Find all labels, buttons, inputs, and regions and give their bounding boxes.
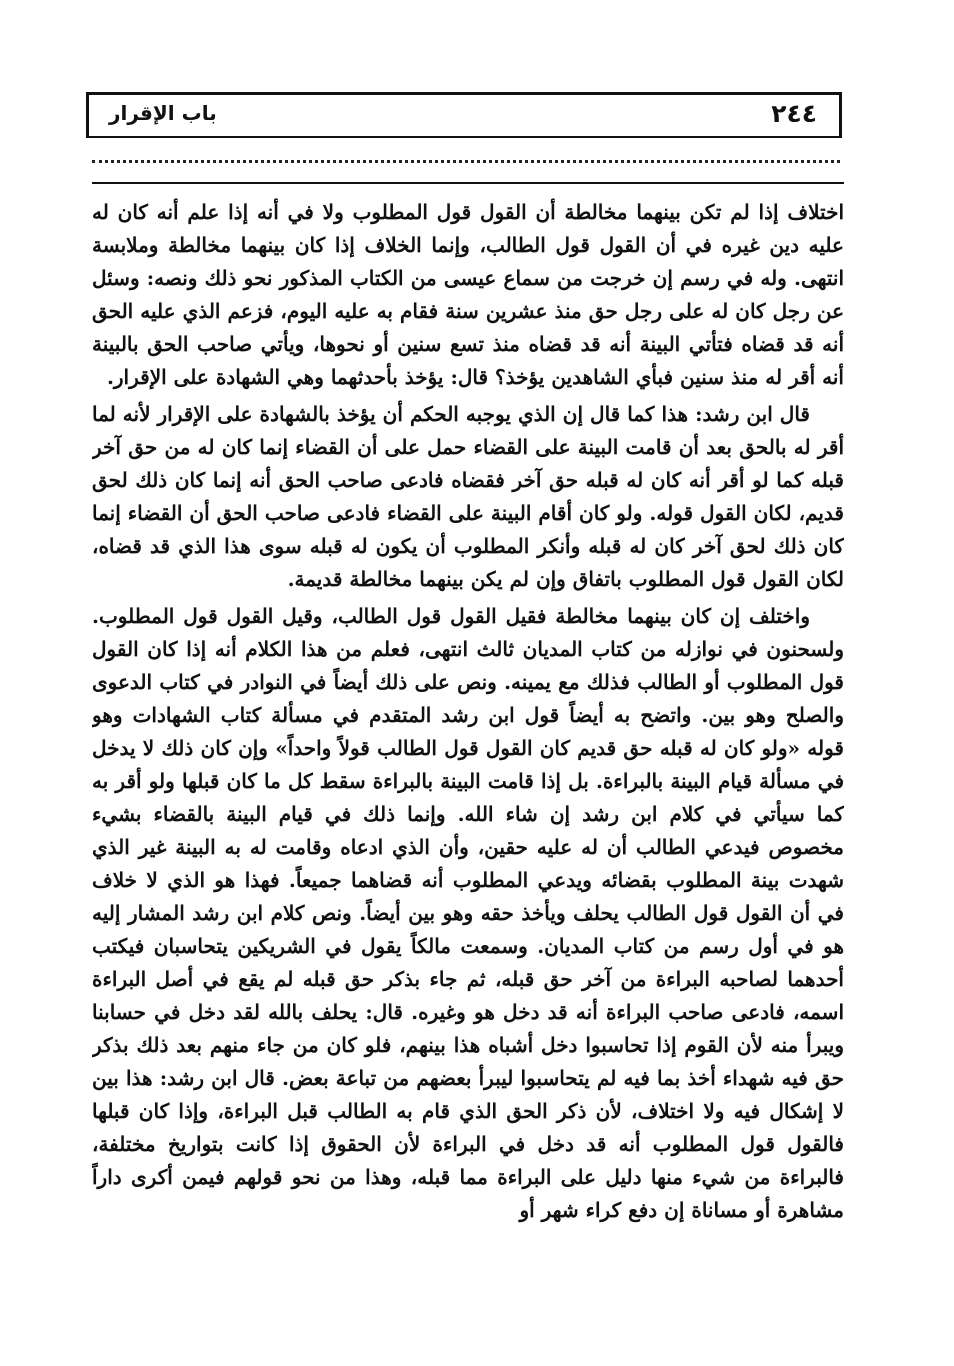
paragraph-2: قال ابن رشد: هذا كما قال إن الذي يوجبه الحكم أن يؤخذ بالشهادة على الإقرار لأنه لما أقر له بالحق بعد أن قامت البينة على القضاء حمل على أن القضاء إنما كان له من حق آخر قبله كما لو أقر أنه كان له قبله حق آخر فقضاه فادعى صاحب الحق أنه إنما كان ذلك لحق قديم، لكان القول قوله. ولو كان أقام البينة على القضاء فادعى صاحب الحق أن القضاء إنما كان ذلك لحق آخر كان له قبله وأنكر المطلوب أن يكون له قبله سوى هذا الذي قد قضاه، لكان القول قول المطلوب باتفاق وإن لم يكن بينهما مخالطة قديمة.: [92, 402, 844, 591]
paragraph-3: واختلف إن كان بينهما مخالطة فقيل القول قول الطالب، وقيل القول قول المطلوب. ولسحنون في نوازله من كتاب المديان ثالث انتهى، فعلم من هذا الكلام أنه إذا كان القول قول المطلوب أو الطالب فذلك مع يمينه. ونص على ذلك أيضاً في النوادر في كتاب الدعوى والصلح وهو بين. واتضح به أيضاً قول ابن رشد المتقدم في مسألة كتاب الشهادات وهو قوله «ولو كان له قبله حق قديم كان القول قول الطالب قولاً واحداً» وإن كان ذلك لا يدخل في مسألة قيام البينة بالبراءة. بل إذا قامت البينة بالبراءة سقط كل ما كان قبلها ولو أقر به كما سيأتي في كلام ابن رشد إن شاء الله. وإنما ذلك في قيام البينة بالقضاء بشيء مخصوص فيدعي الطالب أن له عليه حقين، وأن الذي ادعاه وقامت له به البينة غير الذي شهدت بينة المطلوب بقضائه ويدعي المطلوب أنه قضاهما جميعاً. فهذا هو الذي لا خلاف في أن القول قول الطالب يحلف ويأخذ حقه وهو بين أيضاً. ونص كلام ابن رشد المشار إليه هو في أول رسم من كتاب المديان. وسمعت مالكاً يقول في الشريكين يتحاسبان فيكتب أحدهما لصاحبه البراءة من آخر حق قبله، ثم جاء بذكر حق قبله لم يقع في أصل البراءة اسمه، فادعى صاحب البراءة أنه قد دخل هو وغيره. قال: يحلف بالله لقد دخل في حسابنا ويبرأ منه لأن القوم إذا تحاسبوا دخل أشباه هذا بينهم، فلو كان من جاء منهم بعد ذلك بذكر حق فيه شهداء أخذ بما فيه لم يتحاسبوا ليبرأ بعضهم من تباعة بعض. قال ابن رشد: هذا بين لا إشكال فيه ولا اختلاف، لأن ذكر الحق الذي قام به الطالب قبل البراءة، وإذا كان قبلها فالقول قول المطلوب أنه قد دخل في البراءة لأن الحقوق إذا كانت بتواريخ مختلفة، فالبراءة من شيء منها دليل على البراءة مما قبله، وهذا من نحو قولهم فيمن أكرى داراً مشاهرة أو مساناة إن دفع كراء شهر أو: [92, 604, 844, 1222]
page-header: [86, 92, 842, 138]
page-number: ٢٤٤: [771, 99, 817, 128]
dotted-divider: [92, 160, 840, 163]
paragraph-1: اختلاف إذا لم تكن بينهما مخالطة أن القول قول المطلوب ولا في أنه إذا علم أنه كان له عليه دين غيره في أن القول قول الطالب، وإنما الخلاف إذا كان بينهما مخالطة وملابسة انتهى. وله في رسم إن خرجت من سماع عيسى من الكتاب المذكور نحو ذلك ونصه: وسئل عن رجل كان له على رجل حق منذ عشرين سنة فقام به عليه اليوم، فزعم الذي عليه الحق أنه قد قضاه فتأتي البينة أنه قد قضاه منذ تسع سنين أو نحوها، ويأتي صاحب الحق بالبينة أنه أقر له منذ سنين فبأي الشاهدين يؤخذ؟ قال: يؤخذ بأحدثهما وهي الشهادة على الإقرار.: [92, 200, 844, 389]
body-text: [92, 196, 844, 1346]
solid-divider: [92, 182, 844, 184]
chapter-title: باب الإقرار: [109, 101, 217, 125]
